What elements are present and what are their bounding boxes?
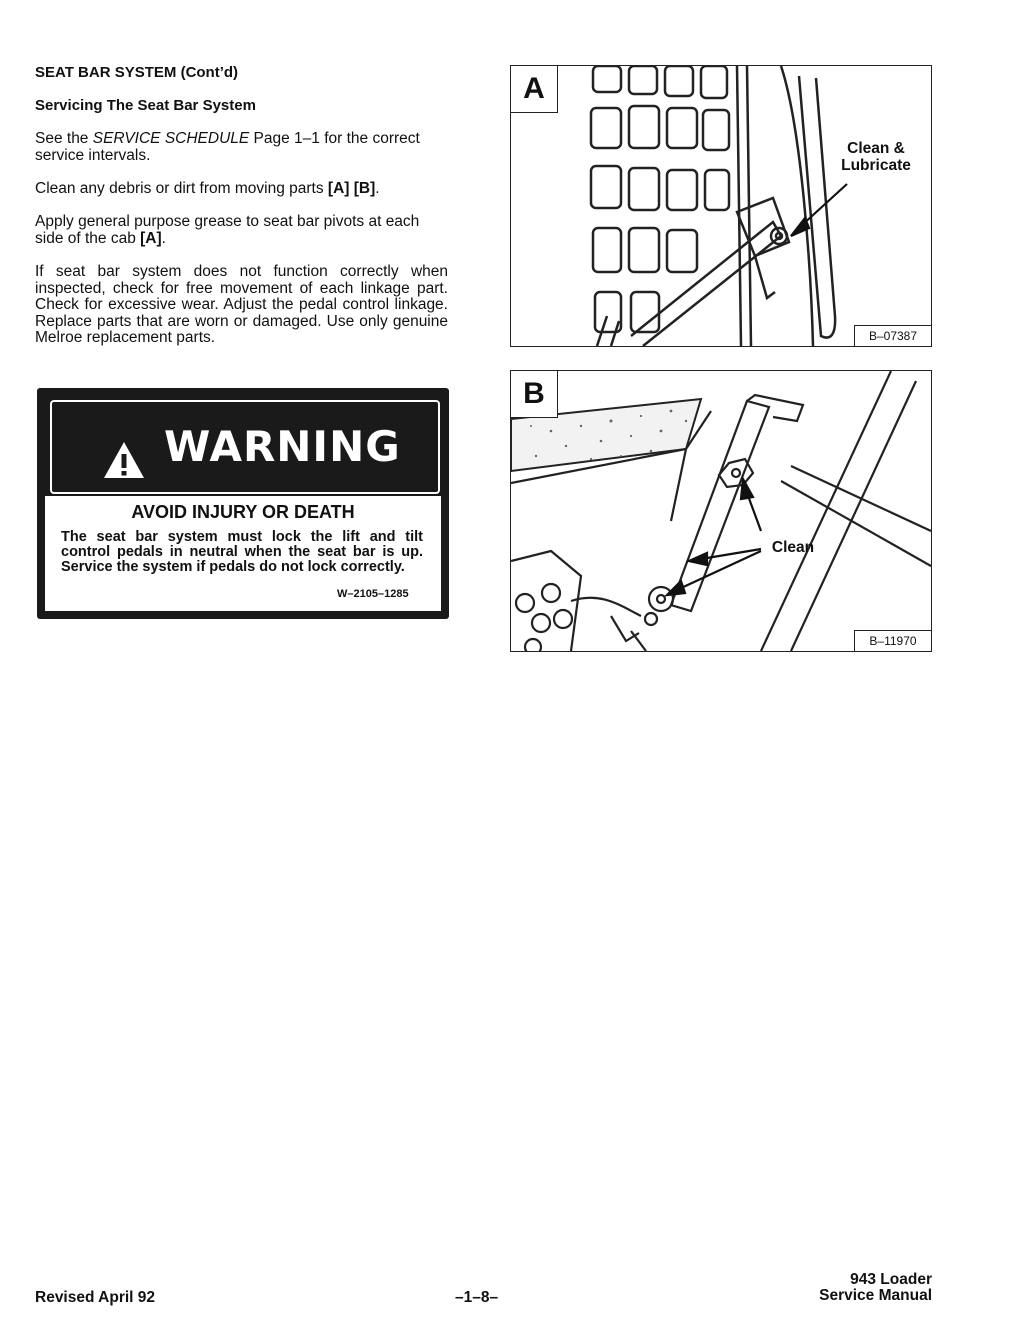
figure-a xyxy=(510,65,932,347)
warning-banner xyxy=(50,400,440,494)
figure-b xyxy=(510,370,932,652)
footer-revision: Revised April 92 xyxy=(35,1289,156,1306)
figure-b-callout: Clean xyxy=(771,539,815,556)
linkage-pivot-illustration xyxy=(511,371,931,651)
seat-bar-pivot-illustration xyxy=(511,66,931,346)
p2-text-a: Clean any debris or dirt from moving parts xyxy=(35,180,328,197)
p3-text-a: Apply general purpose grease to seat bar pivots at each side of the cab xyxy=(35,213,420,247)
figure-a-callout: Clean & Lubricate xyxy=(841,140,911,174)
p1-text-b: Page 1–1 for the correct service intervals. xyxy=(35,130,420,164)
p3-figure-ref: [A] xyxy=(140,229,162,247)
warning-label xyxy=(37,388,449,619)
figure-b-label: B xyxy=(511,371,558,418)
figure-a-label: A xyxy=(511,66,558,113)
p3-text-b: . xyxy=(161,229,166,247)
warning-triangle-icon xyxy=(102,440,146,480)
section-title: SEAT BAR SYSTEM (Cont’d) xyxy=(35,64,239,81)
footer-manual: Service Manual xyxy=(819,1287,932,1304)
warning-message-panel xyxy=(45,496,441,611)
warning-code: W–2105–1285 xyxy=(337,588,409,600)
warning-signal-word: WARNING xyxy=(164,422,401,471)
footer-model: 943 Loader xyxy=(850,1271,932,1288)
figure-b-code: B–11970 xyxy=(854,630,931,651)
paragraph-clean xyxy=(35,181,448,198)
footer-page-number: –1–8– xyxy=(455,1289,499,1306)
footer-manual-title xyxy=(790,1272,932,1304)
figure-a-code: B–07387 xyxy=(854,325,931,346)
paragraph-inspection: If seat bar system does not function correctly when inspected, check for free movement of each linkage part. Check for excessive wear. Adjust the pedal control linkage. Replace parts that are worn or damaged. Use only genuine Melroe replacement parts. xyxy=(35,263,448,346)
warning-body: The seat bar system must lock the lift and tilt control pedals in neutral when the seat bar is up. Service the system if pedals do not lock correctly. xyxy=(61,529,423,575)
section-subtitle: Servicing The Seat Bar System xyxy=(35,97,256,114)
paragraph-service-schedule xyxy=(35,131,448,164)
paragraph-grease xyxy=(35,214,448,247)
service-schedule-ref: SERVICE SCHEDULE xyxy=(92,130,250,147)
p2-text-b: . xyxy=(375,180,380,197)
p2-figure-ref: [A] [B] xyxy=(327,180,376,197)
p1-text-a: See the xyxy=(35,130,93,147)
warning-heading: AVOID INJURY OR DEATH xyxy=(131,502,355,522)
